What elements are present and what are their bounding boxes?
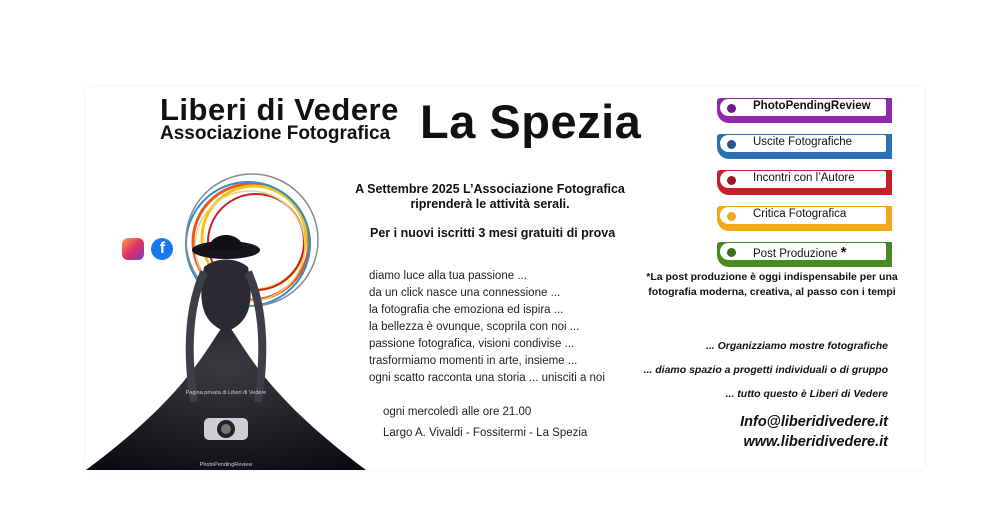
instagram-icon[interactable] (122, 238, 144, 260)
verse-line: la bellezza è ovunque, scoprila con noi ... (369, 321, 580, 333)
verse-line: la fotografia che emoziona ed ispira ... (369, 304, 564, 316)
menu-item-label: PhotoPendingReview (753, 100, 871, 112)
menu-item-critica-fotografica[interactable] (717, 206, 892, 231)
schedule-when: ogni mercoledì alle ore 21.00 (383, 406, 532, 418)
menu-item-label: Incontri con l’Autore (753, 172, 855, 184)
brand-name: Liberi di Vedere (160, 92, 399, 127)
menu-item-incontri-autore[interactable] (717, 170, 892, 195)
verse-line: da un click nasce una connessione ... (369, 287, 561, 299)
city-title: La Spezia (420, 95, 642, 148)
brand-subtitle: Associazione Fotografica (160, 123, 391, 144)
announcement (345, 182, 635, 212)
closing-line: ... Organizziamo mostre fotografiche (705, 340, 888, 352)
closing-line: ... tutto questo è Liberi di Vedere (725, 388, 888, 400)
promo-text: Per i nuovi iscritti 3 mesi gratuiti di prova (370, 226, 616, 240)
verses-list (369, 268, 605, 387)
image-caption-bottom: PhotoPendingReview (199, 462, 253, 468)
closing-line: ... diamo spazio a progetti individuali o di gruppo (643, 364, 888, 376)
asterisk-mark: * (840, 244, 847, 261)
menu-item-uscite-fotografiche[interactable] (717, 134, 892, 159)
menu-item-label: Critica Fotografica (753, 208, 847, 220)
verse-line: ogni scatto racconta una storia ... unisciti a noi (369, 372, 605, 384)
menu-item-post-produzione[interactable] (717, 242, 892, 267)
facebook-icon[interactable]: f (151, 238, 173, 260)
social-icons (122, 238, 176, 260)
verse-line: diamo luce alla tua passione ... (369, 270, 527, 282)
dot-icon (726, 175, 737, 186)
schedule-where: Largo A. Vivaldi - Fossitermi - La Spezia (383, 427, 588, 439)
website-link[interactable]: www.liberidivedere.it (743, 434, 888, 450)
verse-line: passione fotografica, visioni condivise ... (369, 338, 575, 350)
email-link[interactable]: Info@liberidivedere.it (740, 414, 888, 430)
post-production-note: *La post produzione è oggi indispensabile per una fotografia moderna, creativa, al passo con i tempi (646, 271, 898, 298)
image-caption-top: Pagina privata di Liberi di Vedere (185, 390, 267, 396)
menu-item-photopendingreview[interactable] (717, 98, 892, 123)
dot-icon (726, 211, 737, 222)
closing-lines (640, 334, 888, 406)
dot-icon (726, 103, 737, 114)
announcement-line2: riprenderà le attività serali. (410, 197, 570, 211)
activities-menu (717, 98, 892, 278)
dot-icon (726, 139, 737, 150)
announcement-line1: A Settembre 2025 L’Associazione Fotografica (355, 182, 625, 196)
schedule (383, 402, 587, 444)
menu-item-label: Post Produzione (753, 248, 838, 260)
artwork-figure-image (86, 172, 366, 470)
verse-line: trasformiamo momenti in arte, insieme ... (369, 355, 578, 367)
menu-item-label: Uscite Fotografiche (753, 136, 853, 148)
contacts (700, 412, 888, 452)
dot-icon (726, 247, 737, 258)
camera-graphic (204, 418, 248, 440)
